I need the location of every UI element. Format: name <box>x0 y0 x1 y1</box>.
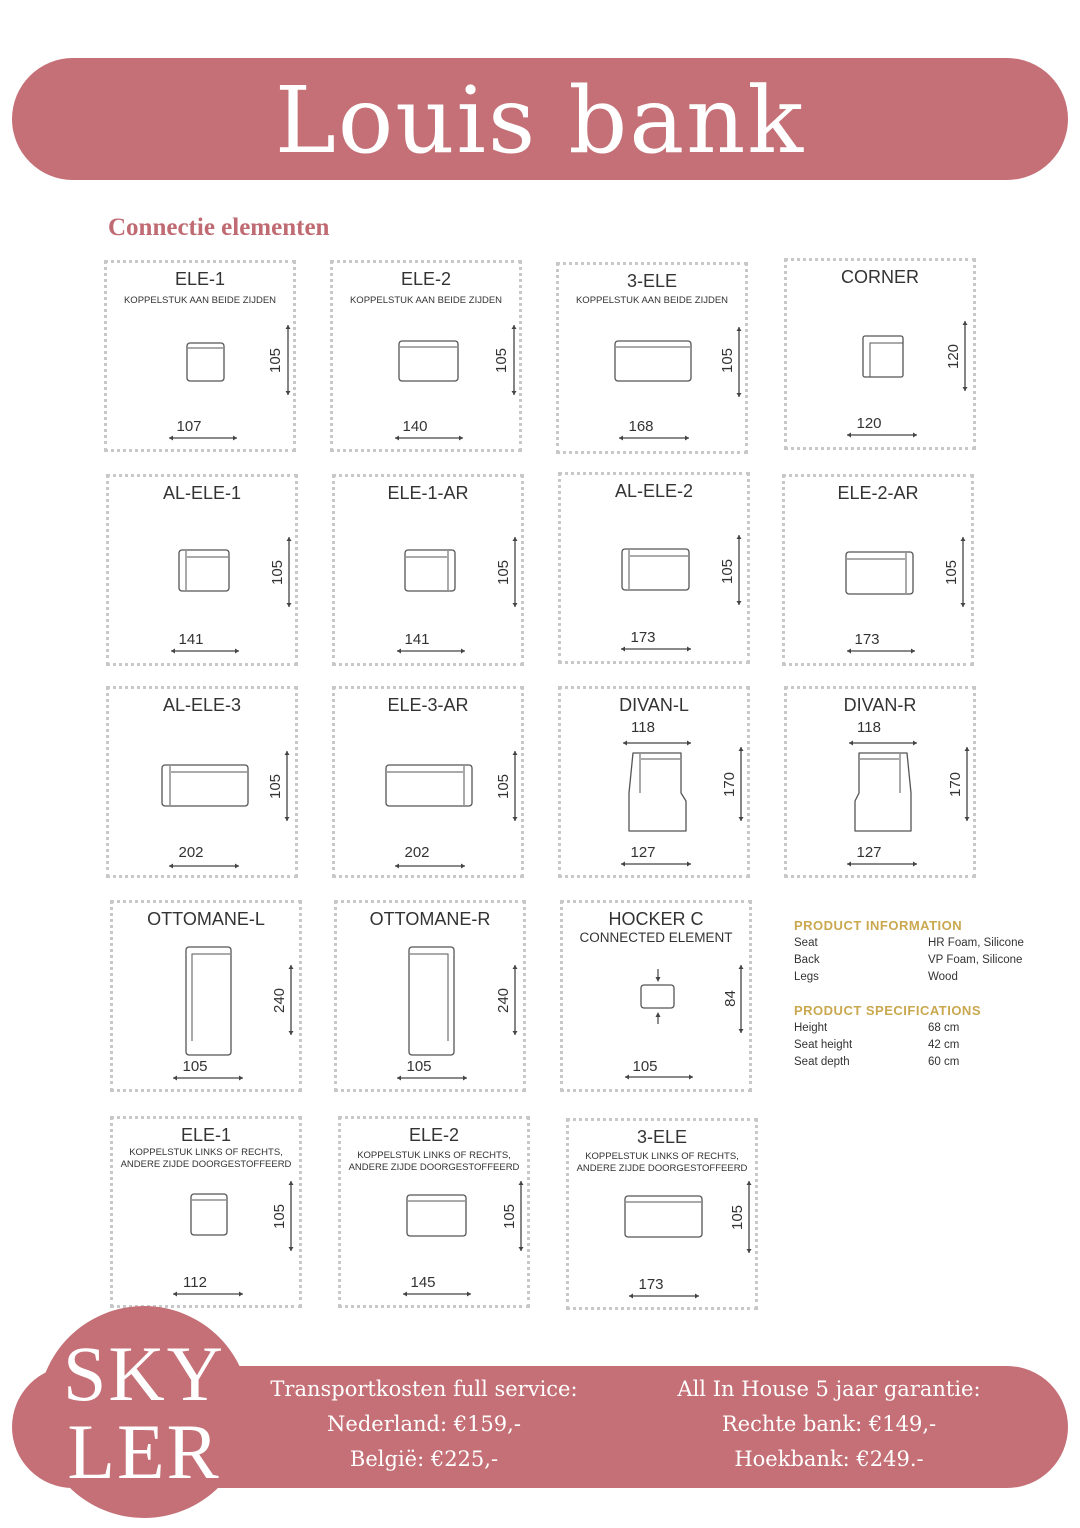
depth-label: 105 <box>493 347 511 373</box>
width-label: 120 <box>856 415 882 432</box>
element-name: DIVAN-R <box>843 695 917 715</box>
element-card-3-ele-single <box>566 1118 758 1310</box>
element-name: DIVAN-L <box>619 695 689 715</box>
width-label: 173 <box>638 1276 664 1293</box>
element-name: OTTOMANE-R <box>369 909 491 929</box>
depth-label: 105 <box>943 559 961 585</box>
section-title: Connectie elementen <box>108 214 330 241</box>
depth-label: 105 <box>271 1203 289 1229</box>
transport-heading: Transportkosten full service: <box>270 1377 578 1401</box>
spec-row: Height 68 cm <box>794 1022 960 1034</box>
depth-label: 105 <box>729 1204 747 1230</box>
depth-label: 84 <box>721 989 739 1007</box>
element-card-ele-3-ar <box>332 686 524 878</box>
transport-be: België: €225,- <box>349 1447 499 1471</box>
element-name: AL-ELE-2 <box>614 481 694 501</box>
element-name: 3-ELE <box>626 271 678 291</box>
element-card-al-ele-1 <box>106 474 298 666</box>
depth-label: 170 <box>721 771 739 797</box>
element-name: OTTOMANE-L <box>147 909 265 929</box>
depth-label: 105 <box>267 773 285 799</box>
element-card-ele-2-ar <box>782 474 974 666</box>
width-label: 112 <box>183 1274 207 1291</box>
warranty-straight: Rechte bank: €149,- <box>721 1412 937 1436</box>
width-label: 145 <box>410 1274 436 1291</box>
element-card-ele-1 <box>104 260 296 452</box>
element-card-3-ele <box>556 262 748 454</box>
depth-label: 240 <box>495 987 513 1013</box>
depth-label: 105 <box>719 558 737 584</box>
depth-label: 105 <box>501 1203 519 1229</box>
element-card-ele-2 <box>330 260 522 452</box>
element-name: 3-ELE <box>636 1127 688 1147</box>
logo-line-2: LER <box>67 1408 221 1495</box>
element-note: KOPPELSTUK LINKS OF RECHTS, <box>129 1147 283 1158</box>
info-row: Seat HR Foam, Silicone <box>794 937 1024 949</box>
width-label: 105 <box>632 1058 658 1075</box>
depth-label: 105 <box>495 773 513 799</box>
width-label: 140 <box>402 418 428 435</box>
element-card-ottomane-r <box>334 900 526 1092</box>
element-name: CORNER <box>840 267 919 287</box>
element-card-al-ele-3 <box>106 686 298 878</box>
element-card-ele-1-ar <box>332 474 524 666</box>
element-name: HOCKER C <box>608 909 704 929</box>
element-card-al-ele-2 <box>558 472 750 664</box>
element-note: KOPPELSTUK LINKS OF RECHTS, <box>585 1151 739 1162</box>
logo-line-1: SKY <box>62 1330 226 1417</box>
element-note-2: ANDERE ZIJDE DOORGESTOFFEERD <box>576 1163 748 1174</box>
width-label: 127 <box>856 844 882 861</box>
element-name: ELE-3-AR <box>387 695 469 715</box>
depth-label: 105 <box>495 559 513 585</box>
width-label: 168 <box>628 418 654 435</box>
element-name: ELE-1 <box>174 269 226 289</box>
element-note: KOPPELSTUK LINKS OF RECHTS, <box>357 1150 511 1161</box>
top-width-label: 118 <box>857 719 881 736</box>
width-label: 202 <box>404 844 430 861</box>
depth-label: 105 <box>267 347 285 373</box>
title-banner <box>12 58 1068 180</box>
element-note-2: ANDERE ZIJDE DOORGESTOFFEERD <box>120 1159 292 1170</box>
element-name: AL-ELE-1 <box>162 483 242 503</box>
spec-row: Seat height 42 cm <box>794 1039 960 1051</box>
depth-label: 105 <box>269 559 287 585</box>
product-specifications-heading: PRODUCT SPECIFICATIONS <box>794 1003 981 1018</box>
width-label: 173 <box>854 631 880 648</box>
skyler-logo <box>38 1306 250 1518</box>
width-label: 105 <box>182 1058 208 1075</box>
warranty-corner: Hoekbank: €249.- <box>734 1447 924 1471</box>
width-label: 127 <box>630 844 656 861</box>
depth-label: 170 <box>947 771 965 797</box>
element-card-hocker-c <box>560 900 752 1092</box>
warranty <box>662 1372 996 1477</box>
width-label: 141 <box>404 631 430 648</box>
element-card-divan-l <box>558 686 750 878</box>
info-row: Legs Wood <box>794 971 958 983</box>
element-note: KOPPELSTUK AAN BEIDE ZIJDEN <box>575 295 729 306</box>
product-information-heading: PRODUCT INFORMATION <box>794 918 963 933</box>
transport-nl: Nederland: €159,- <box>327 1412 521 1436</box>
depth-label: 240 <box>271 987 289 1013</box>
element-card-ele-2-single <box>338 1116 530 1308</box>
warranty-heading: All In House 5 jaar garantie: <box>677 1377 981 1401</box>
element-note: KOPPELSTUK AAN BEIDE ZIJDEN <box>349 295 503 306</box>
info-row: Back VP Foam, Silicone <box>794 954 1023 966</box>
element-card-ele-1-single <box>110 1116 302 1308</box>
element-name: ELE-1-AR <box>387 483 469 503</box>
page-title: Louis bank <box>274 67 806 174</box>
element-card-divan-r <box>784 686 976 878</box>
element-card-ottomane-l <box>110 900 302 1092</box>
spec-row: Seat depth 60 cm <box>794 1056 960 1068</box>
width-label: 105 <box>406 1058 432 1075</box>
transport-costs <box>260 1372 588 1477</box>
width-label: 107 <box>176 418 202 435</box>
width-label: 202 <box>178 844 204 861</box>
element-name: ELE-1 <box>180 1125 232 1145</box>
element-card-corner <box>784 258 976 450</box>
element-name: ELE-2 <box>400 269 452 289</box>
element-name: AL-ELE-3 <box>162 695 242 715</box>
element-note: KOPPELSTUK AAN BEIDE ZIJDEN <box>123 295 277 306</box>
element-note: CONNECTED ELEMENT <box>579 930 733 945</box>
element-name: ELE-2 <box>408 1125 460 1145</box>
depth-label: 120 <box>945 343 963 369</box>
depth-label: 105 <box>719 347 737 373</box>
element-name: ELE-2-AR <box>837 483 919 503</box>
top-width-label: 118 <box>631 719 655 736</box>
width-label: 173 <box>630 629 656 646</box>
element-note-2: ANDERE ZIJDE DOORGESTOFFEERD <box>348 1162 520 1173</box>
width-label: 141 <box>178 631 204 648</box>
